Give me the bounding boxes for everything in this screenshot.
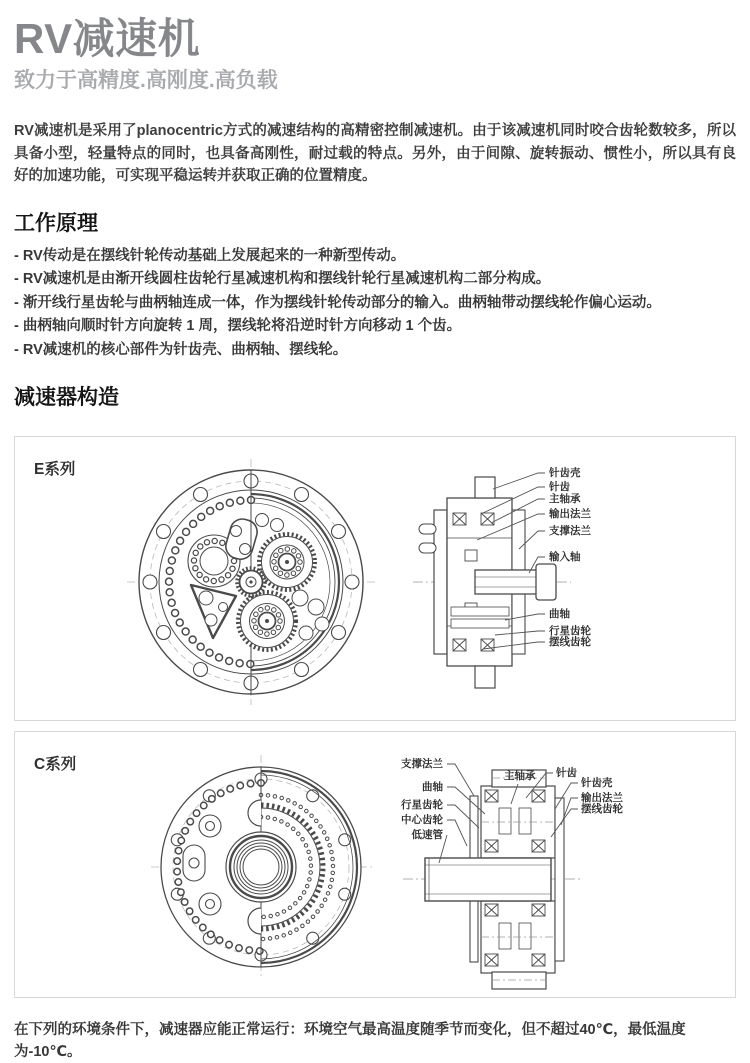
part-label-crankshaft: 曲轴: [422, 781, 443, 793]
section-heading-working-principle: 工作原理: [14, 211, 98, 235]
e-series-technical-drawing: [15, 437, 737, 720]
series-c-title: C系列: [34, 756, 77, 773]
series-e-title: E系列: [34, 461, 76, 478]
intro-paragraph: RV减速机是采用了planocentric方式的减速结构的高精密控制减速机。由于该减速机同时咬合齿轮数较多，所以具备小型，轻量特点的同时，也具备高刚性，耐过载的特点。另外，由于间隙、旋转振动、惯性小，所以具有良好的加速功能，可实现平稳运转并获取正确的位置精度。: [14, 123, 736, 184]
working-principle-list: [14, 245, 736, 363]
part-label-planetary-gear: 行星齿轮: [549, 625, 591, 637]
principle-item: - RV减速机是由渐开线圆柱齿轮行星减速机构和摆线针轮行星减速机构二部分构成。: [14, 271, 551, 287]
principle-item: - 曲柄轴向顺时针方向旋转 1 周，摆线轮将沿逆时针方向移动 1 个齿。: [14, 318, 462, 334]
part-label-cycloid-gear: 摆线齿轮: [549, 636, 591, 648]
part-label-cycloid-gear: 摆线齿轮: [581, 803, 623, 815]
part-label-main-bearing: 主轴承: [549, 493, 581, 505]
series-e-panel: [14, 436, 736, 721]
principle-item: - 渐开线行星齿轮与曲柄轴连成一体，作为摆线针轮传动部分的输入。曲柄轴带动摆线轮作偏心运动。: [14, 294, 661, 311]
principle-item: - RV传动是在摆线针轮传动基础上发展起来的一种新型传动。: [14, 247, 406, 264]
part-label-output-flange: 输出法兰: [549, 508, 591, 520]
part-label-input-shaft: 输入轴: [549, 551, 581, 563]
c-series-technical-drawing: [15, 732, 737, 997]
part-label-pin-gear: 针齿: [556, 767, 577, 779]
environment-note: 在下列的环境条件下，减速器应能正常运行：环境空气最高温度随季节而变化，但不超过40℃，最低温度为-10℃。: [14, 1022, 686, 1060]
part-label-pin-gear-shell: 针齿壳: [549, 467, 581, 479]
page-title: RV减速机: [14, 15, 201, 62]
part-label-support-flange: 支撑法兰: [549, 525, 591, 537]
part-label-output-flange: 输出法兰: [581, 792, 623, 804]
part-label-center-gear: 中心齿轮: [401, 814, 443, 826]
part-label-crankshaft: 曲轴: [549, 608, 570, 620]
part-label-pin-gear: 针齿: [549, 481, 570, 493]
part-label-planetary-gear: 行星齿轮: [401, 799, 443, 811]
part-label-support-flange: 支撑法兰: [401, 758, 443, 770]
part-label-low-speed-tube: 低速管: [411, 829, 443, 841]
page-subtitle: 致力于高精度.高刚度.高负载: [14, 69, 278, 92]
part-label-main-bearing: 主轴承: [504, 770, 536, 782]
section-heading-structure: 减速器构造: [14, 386, 119, 409]
principle-item: - RV减速机的核心部件为针齿壳、曲柄轴、摆线轮。: [14, 341, 348, 358]
series-c-panel: [14, 731, 736, 998]
part-label-pin-gear-shell: 针齿壳: [581, 777, 613, 789]
